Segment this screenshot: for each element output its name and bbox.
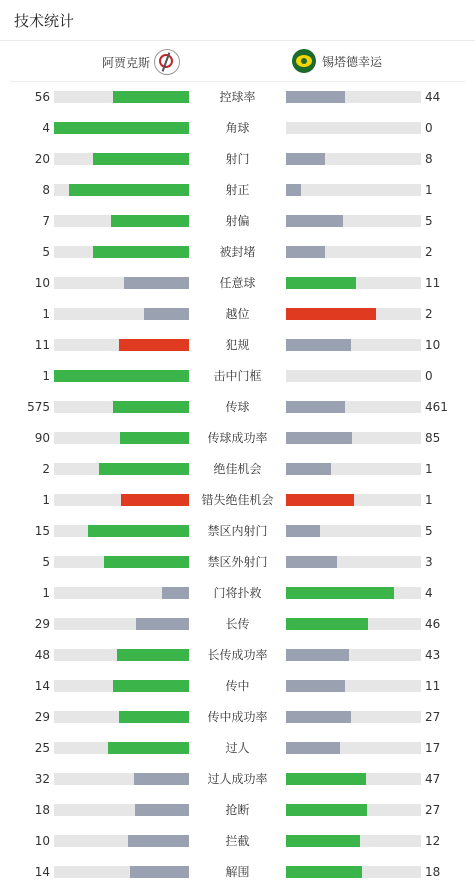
stat-label: 角球	[225, 121, 250, 135]
away-stat-bar-fill	[286, 804, 367, 816]
away-stat-bar	[286, 277, 421, 289]
away-stat-value: 461	[425, 400, 448, 414]
stat-label: 禁区内射门	[207, 524, 268, 538]
stat-row	[0, 397, 475, 417]
home-stat-bar	[54, 215, 189, 227]
stat-label: 拦截	[225, 834, 250, 848]
stat-label: 射门	[225, 152, 250, 166]
home-stat-bar-fill	[119, 339, 189, 351]
home-stat-value: 5	[42, 555, 50, 569]
away-stat-bar-fill	[286, 339, 351, 351]
home-stat-value: 575	[27, 400, 50, 414]
home-stat-bar	[54, 525, 189, 537]
home-stat-bar	[54, 432, 189, 444]
home-team-name: 阿贾克斯	[101, 55, 150, 70]
away-stat-bar	[286, 525, 421, 537]
away-stat-value: 27	[425, 710, 441, 724]
stat-label: 解围	[225, 865, 250, 879]
away-stat-bar	[286, 339, 421, 351]
home-stat-bar-fill	[93, 153, 189, 165]
away-stat-bar-fill	[286, 432, 352, 444]
stat-row	[0, 459, 475, 479]
stat-label: 抢断	[225, 803, 250, 817]
home-stat-bar-fill	[108, 742, 189, 754]
away-stat-value: 18	[425, 865, 441, 879]
away-stat-value: 8	[425, 152, 433, 166]
away-stat-bar	[286, 122, 421, 134]
stat-label: 传中成功率	[207, 710, 268, 724]
stat-row	[0, 800, 475, 820]
home-stat-bar-fill	[136, 618, 189, 630]
home-stat-value: 1	[42, 493, 50, 507]
home-stat-value: 4	[42, 121, 50, 135]
away-stat-bar-fill	[286, 618, 368, 630]
away-stat-value: 5	[425, 524, 433, 538]
stat-label: 长传成功率	[207, 648, 268, 662]
stat-label: 射偏	[225, 214, 250, 228]
stat-label: 错失绝佳机会	[201, 493, 274, 507]
stat-row	[0, 707, 475, 727]
home-stat-value: 14	[34, 865, 50, 879]
home-stat-bar	[54, 308, 189, 320]
stat-row	[0, 645, 475, 665]
home-stat-bar	[54, 587, 189, 599]
home-stat-value: 29	[34, 617, 50, 631]
home-stat-bar-fill	[121, 494, 189, 506]
home-stat-value: 32	[34, 772, 50, 786]
stat-row	[0, 149, 475, 169]
home-stat-bar-fill	[69, 184, 189, 196]
home-stat-bar-fill	[113, 401, 189, 413]
away-stat-bar	[286, 587, 421, 599]
stat-label: 击中门框	[213, 369, 262, 383]
home-stat-bar	[54, 556, 189, 568]
away-stat-bar	[286, 835, 421, 847]
home-stat-bar	[54, 277, 189, 289]
away-stat-bar	[286, 463, 421, 475]
home-stat-bar-fill	[162, 587, 189, 599]
home-stat-bar	[54, 618, 189, 630]
home-stat-bar	[54, 804, 189, 816]
away-stat-bar-fill	[286, 649, 349, 661]
away-stat-bar	[286, 308, 421, 320]
away-stat-bar	[286, 370, 421, 382]
away-stat-bar-fill	[286, 246, 325, 258]
fortuna-logo-icon	[292, 49, 316, 73]
home-stat-value: 10	[34, 276, 50, 290]
stat-row	[0, 366, 475, 386]
home-stat-bar	[54, 401, 189, 413]
home-stat-value: 5	[42, 245, 50, 259]
stat-label: 传球成功率	[207, 431, 268, 445]
home-stat-bar	[54, 153, 189, 165]
away-stat-bar	[286, 711, 421, 723]
home-stat-bar	[54, 246, 189, 258]
away-team[interactable]	[292, 49, 382, 73]
stat-row	[0, 583, 475, 603]
away-stat-value: 1	[425, 183, 433, 197]
home-stat-value: 14	[34, 679, 50, 693]
stat-row	[0, 676, 475, 696]
teams-header	[10, 41, 465, 82]
home-stat-bar-fill	[128, 835, 189, 847]
away-stat-bar-fill	[286, 308, 376, 320]
home-stat-value: 25	[34, 741, 50, 755]
away-stat-value: 3	[425, 555, 433, 569]
home-stat-value: 1	[42, 369, 50, 383]
away-stat-value: 0	[425, 369, 433, 383]
header-bar	[0, 0, 475, 41]
stat-row	[0, 738, 475, 758]
stat-row	[0, 831, 475, 851]
stat-label: 绝佳机会	[213, 462, 262, 476]
home-stat-bar-fill	[135, 804, 189, 816]
stat-row	[0, 211, 475, 231]
away-stat-bar-fill	[286, 866, 362, 878]
away-stat-bar-fill	[286, 773, 366, 785]
stat-row	[0, 614, 475, 634]
stat-row	[0, 180, 475, 200]
away-stat-value: 2	[425, 307, 433, 321]
home-stat-bar	[54, 494, 189, 506]
away-stat-bar	[286, 680, 421, 692]
home-stat-value: 90	[34, 431, 50, 445]
stat-row	[0, 521, 475, 541]
away-team-name: 锡塔德幸运	[322, 54, 383, 69]
away-stat-bar	[286, 246, 421, 258]
away-stat-value: 11	[425, 276, 441, 290]
away-stat-bar-fill	[286, 463, 331, 475]
stat-row	[0, 862, 475, 882]
away-stat-value: 17	[425, 741, 441, 755]
away-stat-bar	[286, 618, 421, 630]
home-stat-bar	[54, 184, 189, 196]
home-stat-bar-fill	[54, 122, 189, 134]
away-stat-value: 5	[425, 214, 433, 228]
away-stat-bar	[286, 432, 421, 444]
home-stat-bar	[54, 773, 189, 785]
away-stat-bar-fill	[286, 587, 394, 599]
home-stat-value: 8	[42, 183, 50, 197]
stat-label: 越位	[225, 307, 250, 321]
home-stat-bar-fill	[93, 246, 189, 258]
home-stat-bar-fill	[88, 525, 189, 537]
stat-label: 禁区外射门	[207, 555, 268, 569]
stat-row	[0, 273, 475, 293]
stat-row	[0, 335, 475, 355]
home-stat-bar-fill	[113, 680, 189, 692]
home-stat-bar	[54, 649, 189, 661]
stat-label: 控球率	[219, 90, 256, 104]
home-stat-value: 2	[42, 462, 50, 476]
home-stat-value: 20	[34, 152, 50, 166]
away-stat-bar-fill	[286, 494, 354, 506]
home-stat-bar-fill	[99, 463, 189, 475]
away-stat-value: 43	[425, 648, 441, 662]
away-stat-value: 4	[425, 586, 433, 600]
ajax-logo-icon	[154, 49, 180, 75]
away-stat-value: 1	[425, 493, 433, 507]
away-stat-value: 12	[425, 834, 441, 848]
away-stat-bar-fill	[286, 556, 337, 568]
home-stat-bar-fill	[120, 432, 189, 444]
home-stat-value: 10	[34, 834, 50, 848]
home-stat-bar	[54, 122, 189, 134]
page-title: 技术统计	[14, 12, 75, 30]
away-stat-bar-fill	[286, 91, 345, 103]
stat-label: 传中	[225, 679, 250, 693]
home-stat-value: 48	[34, 648, 50, 662]
home-stat-value: 11	[34, 338, 50, 352]
stat-row	[0, 118, 475, 138]
home-stat-value: 1	[42, 307, 50, 321]
stat-row	[0, 428, 475, 448]
away-stat-bar-fill	[286, 153, 325, 165]
home-stat-bar-fill	[119, 711, 189, 723]
away-stat-value: 1	[425, 462, 433, 476]
home-stat-bar	[54, 463, 189, 475]
away-stat-value: 46	[425, 617, 441, 631]
stat-row	[0, 87, 475, 107]
away-stat-bar	[286, 649, 421, 661]
away-stat-bar-fill	[286, 525, 320, 537]
stat-row	[0, 769, 475, 789]
home-stat-bar-fill	[54, 370, 189, 382]
away-stat-value: 44	[425, 90, 441, 104]
home-stat-value: 29	[34, 710, 50, 724]
away-stat-bar-fill	[286, 277, 356, 289]
stat-row	[0, 242, 475, 262]
home-stat-value: 7	[42, 214, 50, 228]
home-stat-value: 1	[42, 586, 50, 600]
home-stat-bar-fill	[134, 773, 189, 785]
home-stat-bar-fill	[111, 215, 189, 227]
stat-row	[0, 304, 475, 324]
stat-label: 传球	[225, 400, 250, 414]
home-stat-value: 15	[34, 524, 50, 538]
stat-label: 任意球	[219, 276, 256, 290]
home-stat-bar	[54, 91, 189, 103]
away-stat-value: 27	[425, 803, 441, 817]
home-stat-bar	[54, 835, 189, 847]
away-stat-bar	[286, 494, 421, 506]
home-stat-bar	[54, 680, 189, 692]
away-stat-bar	[286, 556, 421, 568]
home-stat-value: 18	[34, 803, 50, 817]
away-stat-bar-fill	[286, 680, 345, 692]
home-stat-bar-fill	[144, 308, 189, 320]
away-stat-bar-fill	[286, 401, 345, 413]
away-stat-bar	[286, 215, 421, 227]
home-stat-bar	[54, 339, 189, 351]
away-stat-value: 47	[425, 772, 441, 786]
stat-label: 门将扑救	[213, 586, 262, 600]
home-stat-bar	[54, 370, 189, 382]
away-stat-bar-fill	[286, 215, 343, 227]
home-stat-value: 56	[34, 90, 50, 104]
home-team[interactable]	[102, 49, 180, 75]
away-stat-bar	[286, 773, 421, 785]
away-stat-value: 11	[425, 679, 441, 693]
home-stat-bar-fill	[117, 649, 189, 661]
away-stat-bar	[286, 184, 421, 196]
away-stat-bar	[286, 401, 421, 413]
home-stat-bar-fill	[113, 91, 189, 103]
stat-label: 射正	[225, 183, 250, 197]
away-stat-value: 85	[425, 431, 441, 445]
stat-label: 犯规	[225, 338, 250, 352]
away-stat-value: 0	[425, 121, 433, 135]
away-stat-bar-fill	[286, 184, 301, 196]
home-stat-bar	[54, 711, 189, 723]
away-stat-bar	[286, 866, 421, 878]
home-stat-bar	[54, 866, 189, 878]
away-stat-bar-fill	[286, 835, 360, 847]
stat-label: 长传	[225, 617, 250, 631]
away-stat-bar-fill	[286, 742, 340, 754]
away-stat-bar	[286, 804, 421, 816]
home-stat-bar	[54, 742, 189, 754]
home-stat-bar-fill	[104, 556, 189, 568]
stat-row	[0, 490, 475, 510]
stat-label: 过人	[225, 741, 250, 755]
away-stat-bar-fill	[286, 711, 351, 723]
away-stat-bar	[286, 742, 421, 754]
home-stat-bar-fill	[130, 866, 189, 878]
stat-label: 被封堵	[219, 245, 256, 259]
away-stat-value: 2	[425, 245, 433, 259]
away-stat-bar	[286, 91, 421, 103]
stat-row	[0, 552, 475, 572]
away-stat-bar	[286, 153, 421, 165]
away-stat-value: 10	[425, 338, 441, 352]
home-stat-bar-fill	[124, 277, 189, 289]
stat-label: 过人成功率	[207, 772, 268, 786]
